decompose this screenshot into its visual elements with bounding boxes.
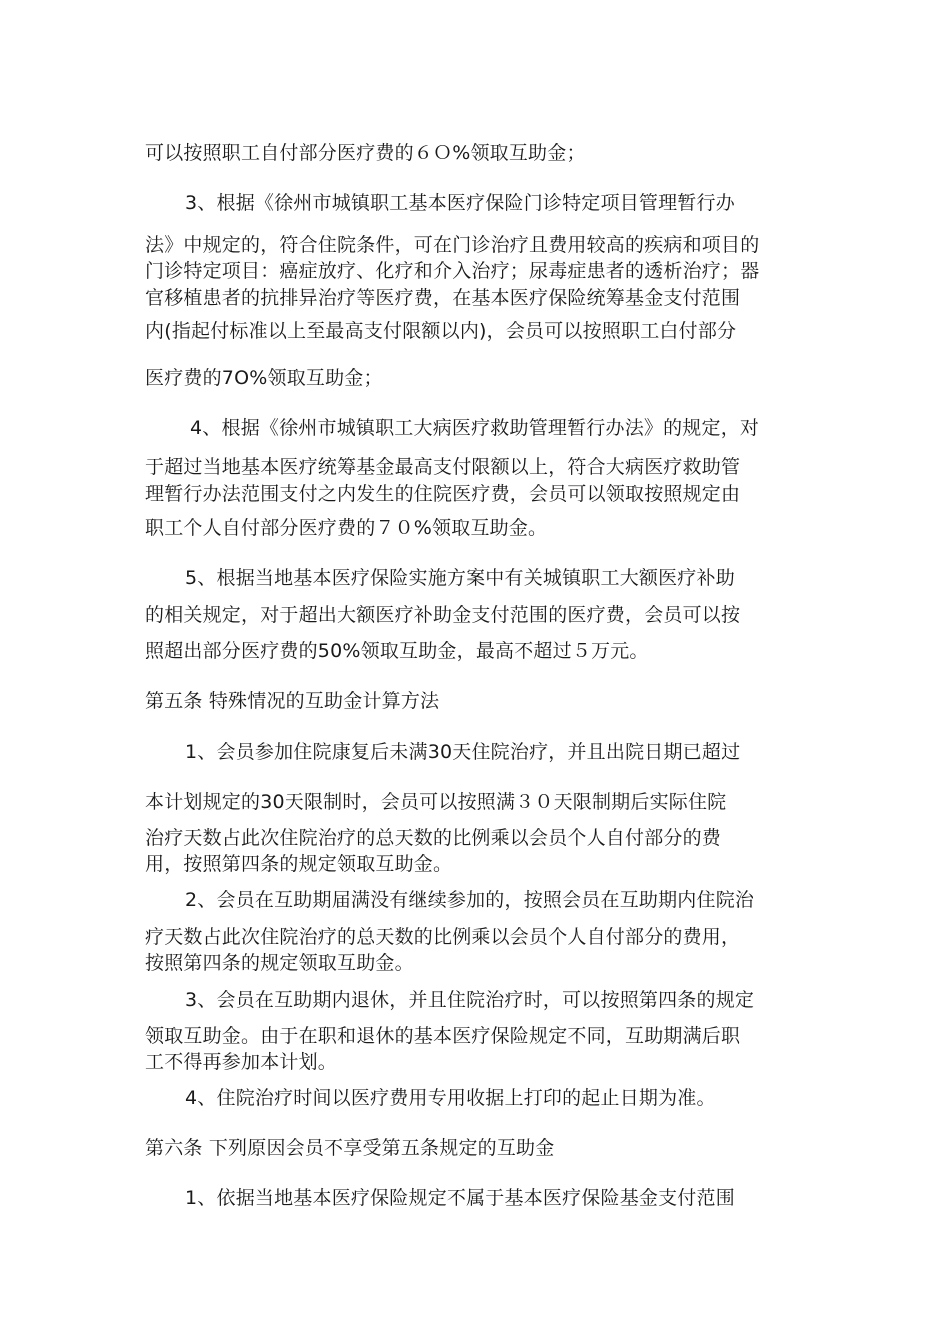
article-5-item-1: 1、会员参加住院康复后未满30天住院治疗，并且出院日期已超过	[185, 741, 741, 763]
text-line: 用，按照第四条的规定领取互助金。	[145, 853, 453, 875]
text-line: 医疗费的7O%领取互助金；	[145, 367, 383, 389]
text-line: 内(指起付标准以上至最高支付限额以内)，会员可以按照职工白付部分	[145, 320, 737, 342]
paragraph-3-start: 3、根据《徐州市城镇职工基本医疗保险门诊特定项目管理暂行办	[185, 192, 735, 214]
text-line: 工不得再参加本计划。	[145, 1051, 338, 1073]
section-heading-article-5: 第五条 特殊情况的互助金计算方法	[145, 690, 440, 712]
text-line: 照超出部分医疗费的50%领取互助金，最高不超过５万元。	[145, 640, 649, 662]
article-6-item-1: 1、依据当地基本医疗保险规定不属于基本医疗保险基金支付范围	[185, 1187, 735, 1209]
article-5-item-4: 4、住院治疗时间以医疗费用专用收据上打印的起止日期为准。	[185, 1087, 716, 1109]
text-line: 治疗天数占此次住院治疗的总天数的比例乘以会员个人自付部分的费	[145, 827, 722, 849]
text-line: 的相关规定，对于超出大额医疗补助金支付范围的医疗费，会员可以按	[145, 604, 741, 626]
section-heading-article-6: 第六条 下列原因会员不享受第五条规定的互助金	[145, 1137, 555, 1159]
text-line: 职工个人自付部分医疗费的７０%领取互助金。	[145, 517, 548, 539]
text-line: 于超过当地基本医疗统筹基金最高支付限额以上，符合大病医疗救助管	[145, 456, 741, 478]
text-line: 可以按照职工自付部分医疗费的６Ｏ%领取互助金；	[145, 142, 586, 164]
paragraph-5-start: 5、根据当地基本医疗保险实施方案中有关城镇职工大额医疗补助	[185, 567, 735, 589]
text-line: 法》中规定的，符合住院条件，可在门诊治疗且费用较高的疾病和项目的	[145, 234, 760, 256]
text-line: 本计划规定的30天限制时，会员可以按照满３０天限制期后实际住院	[145, 791, 727, 813]
text-line: 疗天数占此次住院治疗的总天数的比例乘以会员个人自付部分的费用，	[145, 926, 741, 948]
text-line: 理暂行办法范围支付之内发生的住院医疗费，会员可以领取按照规定由	[145, 483, 741, 505]
text-line: 领取互助金。由于在职和退休的基本医疗保险规定不同，互助期满后职	[145, 1025, 741, 1047]
text-line: 按照第四条的规定领取互助金。	[145, 952, 414, 974]
paragraph-4-start: 4、根据《徐州市城镇职工大病医疗救助管理暂行办法》的规定，对	[190, 417, 760, 439]
article-5-item-3: 3、会员在互助期内退休，并且住院治疗时，可以按照第四条的规定	[185, 989, 755, 1011]
text-line: 官移植患者的抗排异治疗等医疗费，在基本医疗保险统筹基金支付范围	[145, 287, 741, 309]
text-line: 门诊特定项目：癌症放疗、化疗和介入治疗；尿毒症患者的透析治疗；器	[145, 260, 760, 282]
article-5-item-2: 2、会员在互助期届满没有继续参加的，按照会员在互助期内住院治	[185, 889, 755, 911]
